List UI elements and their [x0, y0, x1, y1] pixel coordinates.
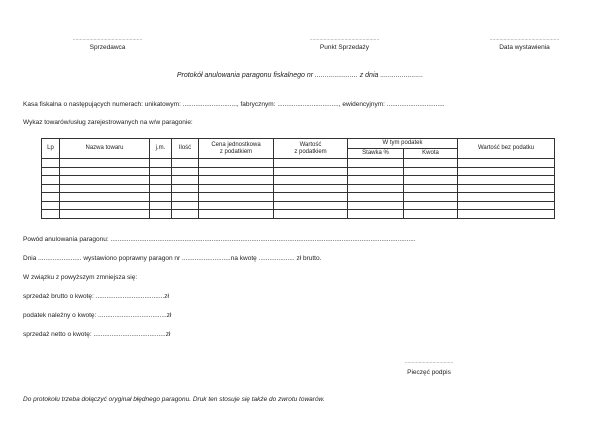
table-cell: [274, 201, 348, 210]
table-cell: [150, 159, 172, 168]
table-cell: [274, 193, 348, 202]
footer-note: Do protokołu trzeba dołączyć oryginał błędnego paragonu. Druk ten stosuje się także do zwrotu towarów.: [23, 396, 325, 403]
table-cell: [404, 176, 458, 185]
header-value-line-1: Wartość: [299, 141, 322, 148]
stamp-signature-label: Pieczęć podpis: [407, 369, 451, 376]
table-row: [42, 201, 555, 210]
table-cell: [348, 193, 404, 202]
output-tax-line: podatek należny o kwotę: ......................................zł: [23, 312, 172, 319]
table-cell: [348, 184, 404, 193]
table-cell: [404, 201, 458, 210]
table-cell: [199, 201, 274, 210]
table-cell: [199, 210, 274, 219]
table-cell: [458, 184, 555, 193]
header-tax-amount: Kwota: [404, 149, 458, 159]
table-cell: [348, 159, 404, 168]
table-cell: [60, 201, 150, 210]
table-cell: [150, 210, 172, 219]
table-cell: [274, 176, 348, 185]
table-cell: [60, 184, 150, 193]
table-cell: [199, 184, 274, 193]
table-row: [42, 167, 555, 176]
net-sales-line: sprzedaż netto o kwotę: ........................................zł: [23, 331, 171, 338]
table-cell: [458, 167, 555, 176]
seller-dots: ..................................................: [72, 36, 143, 42]
header-tax-rate: Stawka %: [348, 149, 404, 159]
header-unit-price: [199, 139, 274, 159]
header-unit-price-line-2: z podatkiem: [219, 148, 253, 155]
table-cell: [172, 176, 199, 185]
table-cell: [199, 176, 274, 185]
header-lp: Lp: [42, 139, 60, 159]
table-cell: [199, 193, 274, 202]
table-cell: [172, 167, 199, 176]
table-cell: [150, 201, 172, 210]
header-tax-group: W tym podatek: [348, 139, 458, 149]
table-cell: [42, 184, 60, 193]
table-cell: [458, 159, 555, 168]
issue-date-dots: ..................................................: [489, 36, 560, 42]
table-cell: [348, 167, 404, 176]
stamp-signature-dots: ...................................: [404, 359, 454, 365]
table-cell: [172, 210, 199, 219]
table-cell: [42, 210, 60, 219]
table-cell: [60, 176, 150, 185]
table-cell: [458, 193, 555, 202]
table-row: [42, 193, 555, 202]
table-cell: [150, 167, 172, 176]
table-cell: [404, 184, 458, 193]
table-cell: [404, 159, 458, 168]
header-product-name: Nazwa towaru: [60, 139, 150, 159]
header-value-with-tax: [274, 139, 348, 159]
table-cell: [274, 159, 348, 168]
table-cell: [199, 167, 274, 176]
header-net-value: Wartość bez podatku: [458, 139, 555, 159]
goods-table-body: [42, 159, 555, 219]
table-row: [42, 159, 555, 168]
table-cell: [60, 167, 150, 176]
header-unit-price-line-1: Cena jednostkowa: [211, 141, 261, 148]
table-cell: [42, 201, 60, 210]
correct-receipt-line: Dnia ........................ wystawiono poprawny paragon nr ...........................na kwotę .................... zł brutto.: [23, 255, 322, 262]
document-title: Protokół anulowania paragonu fiskalnego nr ...................... z dnia ......................: [176, 72, 424, 79]
table-cell: [172, 193, 199, 202]
table-cell: [172, 184, 199, 193]
register-numbers-line: Kasa fiskalna o następujących numerach: unikatowym: .............................., fabrycznym: .................................., ewidencyjnym: ................................: [23, 101, 445, 108]
table-cell: [274, 210, 348, 219]
table-cell: [348, 176, 404, 185]
table-cell: [458, 210, 555, 219]
table-cell: [172, 201, 199, 210]
table-cell: [199, 159, 274, 168]
table-cell: [60, 193, 150, 202]
table-cell: [348, 201, 404, 210]
table-row: [42, 210, 555, 219]
table-cell: [404, 193, 458, 202]
table-cell: [404, 210, 458, 219]
reduction-intro: W związku z powyższym zmniejsza się:: [23, 274, 138, 281]
goods-list-intro: Wykaz towarów/usług zarejestrowanych na w/w paragonie:: [23, 119, 193, 126]
table-row: [42, 176, 555, 185]
gross-sales-line: sprzedaż brutto o kwotę: ......................................zł: [23, 293, 169, 300]
table-cell: [458, 176, 555, 185]
issue-date-label: Data wystawienia: [499, 44, 550, 51]
cancellation-reason-line: Powód anulowania paragonu: .........................................................................................................................................................................: [23, 236, 416, 243]
table-cell: [404, 167, 458, 176]
header-quantity: Ilość: [172, 139, 199, 159]
table-cell: [150, 193, 172, 202]
table-row: [42, 184, 555, 193]
table-cell: [458, 201, 555, 210]
point-of-sale-label: Punkt Sprzedaży: [319, 44, 370, 51]
table-cell: [348, 210, 404, 219]
table-cell: [42, 176, 60, 185]
header-unit: j.m.: [150, 139, 172, 159]
seller-label: Sprzedawca: [89, 44, 126, 51]
point-of-sale-dots: ..................................................: [309, 36, 380, 42]
header-value-line-2: z podatkiem: [294, 148, 327, 155]
table-cell: [274, 167, 348, 176]
table-cell: [42, 167, 60, 176]
goods-table: [41, 138, 555, 219]
table-cell: [274, 184, 348, 193]
table-cell: [150, 184, 172, 193]
table-cell: [172, 159, 199, 168]
table-cell: [60, 210, 150, 219]
table-cell: [42, 193, 60, 202]
table-cell: [60, 159, 150, 168]
table-cell: [150, 176, 172, 185]
table-cell: [42, 159, 60, 168]
